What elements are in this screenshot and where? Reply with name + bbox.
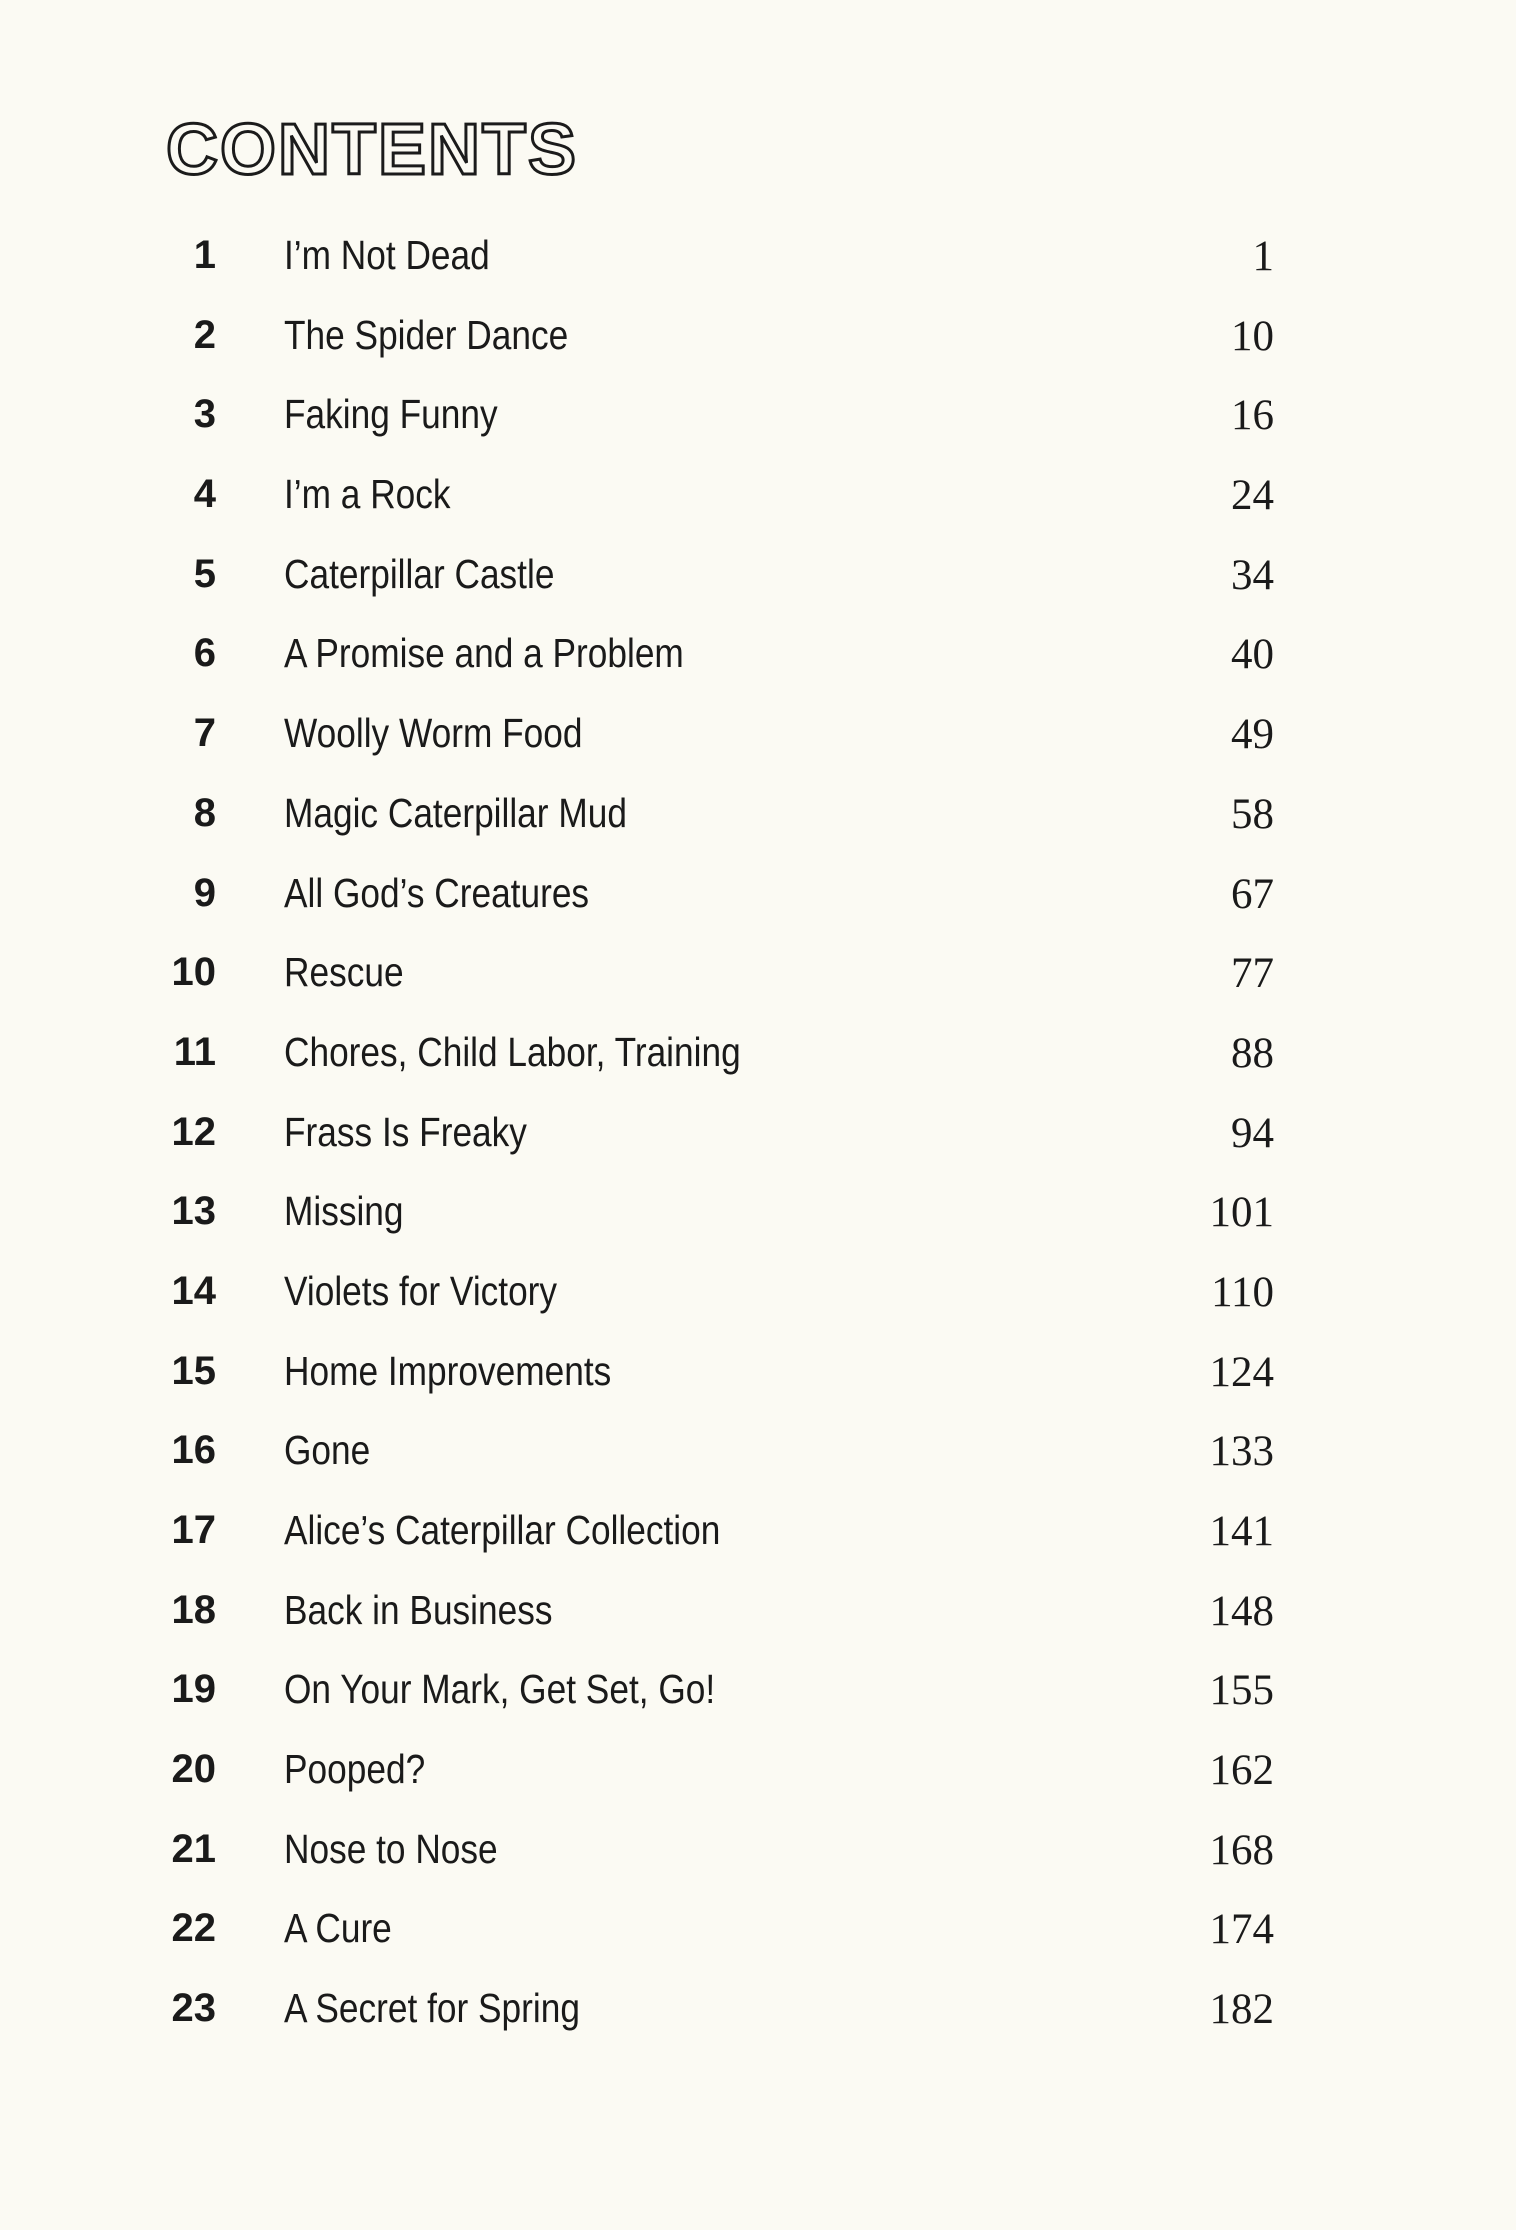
chapter-page-number: 24 (1231, 472, 1274, 520)
toc-entry (0, 1252, 1516, 1332)
toc-entry (0, 1411, 1516, 1491)
chapter-title: Chores, Child Labor, Training (284, 1028, 741, 1075)
chapter-title: Magic Caterpillar Mud (284, 789, 627, 836)
chapter-page-number: 182 (1209, 1986, 1274, 2034)
chapter-page-number: 133 (1209, 1428, 1274, 1476)
chapter-number: 12 (171, 1109, 216, 1154)
chapter-title: Home Improvements (284, 1347, 612, 1394)
chapter-page-number: 174 (1209, 1906, 1274, 1954)
chapter-page-number: 141 (1209, 1508, 1274, 1555)
toc-entry (0, 1332, 1516, 1412)
toc-entry (0, 1013, 1516, 1093)
chapter-page-number: 155 (1209, 1667, 1274, 1715)
chapter-number: 8 (193, 790, 216, 835)
chapter-title: I’m a Rock (284, 471, 451, 518)
toc-entry (0, 1571, 1516, 1651)
chapter-title: A Cure (284, 1905, 392, 1952)
chapter-page-number: 88 (1231, 1029, 1274, 1077)
chapter-page-number: 58 (1231, 790, 1274, 838)
toc-entry (0, 296, 1516, 376)
toc-entry (0, 774, 1516, 854)
chapter-page-number: 168 (1209, 1826, 1274, 1874)
chapter-title: All God’s Creatures (284, 869, 590, 916)
chapter-title: I’m Not Dead (284, 232, 490, 278)
chapter-number: 10 (171, 950, 216, 995)
chapter-number: 14 (171, 1268, 216, 1313)
toc-entry (0, 1810, 1516, 1890)
chapter-title: Nose to Nose (284, 1825, 498, 1872)
chapter-title: On Your Mark, Get Set, Go! (284, 1666, 716, 1713)
chapter-number: 7 (193, 711, 216, 756)
toc-entry (0, 1491, 1516, 1571)
toc-entry (0, 1650, 1516, 1730)
chapter-page-number: 1 (1252, 233, 1274, 280)
chapter-title: Rescue (284, 949, 404, 996)
chapter-page-number: 101 (1209, 1189, 1274, 1237)
toc-entry (0, 1969, 1516, 2049)
chapter-title: A Secret for Spring (284, 1985, 580, 2032)
chapter-page-number: 67 (1231, 870, 1274, 918)
chapter-page-number: 40 (1231, 631, 1274, 679)
chapter-title: Missing (284, 1188, 404, 1235)
chapter-number: 21 (171, 1826, 216, 1871)
toc-entry (0, 1730, 1516, 1810)
chapter-number: 15 (171, 1348, 216, 1393)
toc-entry (0, 854, 1516, 934)
toc-entry (0, 614, 1516, 694)
chapter-page-number: 148 (1209, 1587, 1274, 1635)
toc-entry (0, 375, 1516, 455)
chapter-page-number: 77 (1231, 950, 1274, 998)
toc-entry (0, 455, 1516, 535)
toc-entry (0, 933, 1516, 1013)
chapter-title: A Promise and a Problem (284, 630, 684, 677)
chapter-number: 6 (193, 631, 216, 676)
chapter-number: 3 (193, 392, 216, 437)
chapter-number: 1 (193, 233, 216, 277)
chapter-number: 23 (171, 1986, 216, 2031)
chapter-number: 2 (193, 312, 216, 357)
chapter-title: Gone (284, 1427, 371, 1474)
chapter-page-number: 162 (1209, 1747, 1274, 1795)
chapter-number: 20 (171, 1747, 216, 1792)
toc-entry (0, 1172, 1516, 1252)
chapter-title: Faking Funny (284, 391, 498, 438)
chapter-number: 4 (193, 472, 216, 517)
chapter-number: 19 (171, 1667, 216, 1712)
chapter-page-number: 34 (1231, 551, 1274, 599)
chapter-number: 17 (171, 1508, 216, 1552)
chapter-page-number: 49 (1231, 711, 1274, 759)
toc-entry (0, 535, 1516, 615)
chapter-page-number: 110 (1211, 1268, 1274, 1316)
chapter-title: Frass Is Freaky (284, 1108, 527, 1155)
chapter-title: Pooped? (284, 1746, 426, 1793)
toc-entry (0, 1093, 1516, 1173)
chapter-page-number: 10 (1231, 312, 1274, 360)
chapter-number: 5 (193, 551, 216, 596)
page-title: CONTENTS (166, 110, 578, 190)
toc-entry (0, 1889, 1516, 1969)
toc-entry (0, 694, 1516, 774)
chapter-number: 18 (171, 1587, 216, 1632)
chapter-number: 9 (193, 870, 216, 915)
chapter-number: 22 (171, 1906, 216, 1951)
chapter-page-number: 16 (1231, 392, 1274, 440)
chapter-title: Caterpillar Castle (284, 550, 555, 597)
chapter-title: Woolly Worm Food (284, 710, 583, 757)
chapter-page-number: 124 (1209, 1348, 1274, 1396)
chapter-number: 11 (173, 1029, 216, 1074)
chapter-title: The Spider Dance (284, 311, 569, 358)
chapter-title: Violets for Victory (284, 1267, 558, 1314)
table-of-contents (0, 216, 1516, 2049)
toc-entry (0, 216, 1516, 296)
chapter-title: Back in Business (284, 1586, 553, 1633)
chapter-number: 13 (171, 1189, 216, 1234)
chapter-page-number: 94 (1231, 1109, 1274, 1157)
chapter-number: 16 (171, 1428, 216, 1473)
chapter-title: Alice’s Caterpillar Collection (284, 1507, 721, 1553)
